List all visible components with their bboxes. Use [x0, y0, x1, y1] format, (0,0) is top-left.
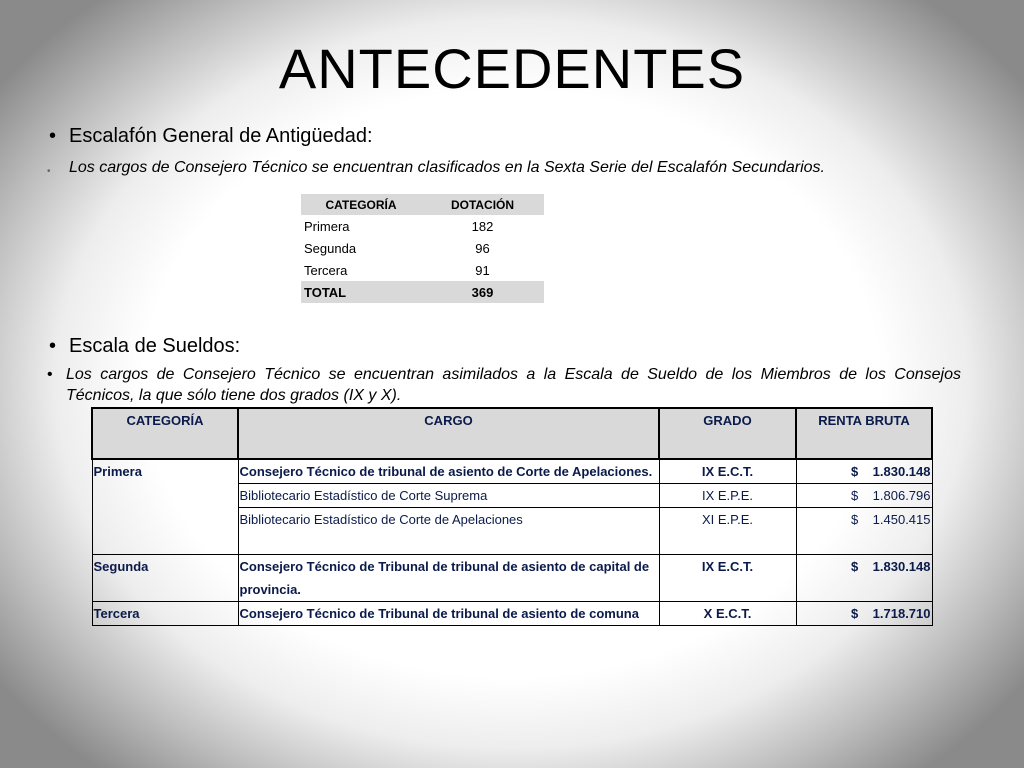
bullet-escala	[49, 335, 241, 358]
table-row	[92, 602, 932, 626]
table-row	[301, 259, 544, 281]
column-header: RENTA BRUTA	[796, 408, 932, 459]
cargo-cell: Bibliotecario Estadístico de Corte de Apelaciones	[238, 508, 659, 555]
sub-bullet-escala	[47, 364, 961, 406]
cargo-cell: Consejero Técnico de Tribunal de tribunal de asiento de comuna	[238, 602, 659, 626]
dotacion-table	[301, 194, 544, 303]
table-cell: 96	[475, 240, 490, 256]
cargo-cell: Consejero Técnico de tribunal de asiento de Corte de Apelaciones.	[238, 459, 659, 484]
table-row	[301, 237, 544, 259]
grado-cell: IX E.C.T.	[659, 555, 796, 602]
grado-cell: IX E.C.T.	[659, 459, 796, 484]
grado-cell: X E.C.T.	[659, 602, 796, 626]
column-header: CATEGORÍA	[92, 408, 238, 459]
table-cell: 369	[421, 281, 544, 303]
table-cell: Primera	[304, 218, 350, 234]
category-cell: Segunda	[92, 555, 238, 602]
sueldos-table	[91, 407, 933, 626]
column-header: GRADO	[659, 408, 796, 459]
cargo-cell: Consejero Técnico de Tribunal de tribunal de asiento de capital de provincia.	[238, 555, 659, 602]
renta-cell: $ 1.450.415	[796, 508, 932, 555]
renta-cell: $ 1.830.148	[796, 555, 932, 602]
table-row	[92, 459, 932, 484]
category-cell: Tercera	[92, 602, 238, 626]
grado-cell: IX E.P.E.	[659, 484, 796, 508]
column-header: CATEGORÍA	[301, 194, 421, 215]
slide-title: ANTECEDENTES	[278, 37, 746, 100]
table-header-row	[301, 194, 544, 215]
table-total-row	[301, 281, 544, 303]
sub-bullet-text: Los cargos de Consejero Técnico se encuentran clasificados en la Sexta Serie del Escalafón Secundarios.	[69, 159, 825, 176]
bullet-dot-icon: •	[49, 335, 57, 357]
table-cell: Segunda	[304, 240, 357, 256]
renta-cell: $ 1.718.710	[796, 602, 932, 626]
table-cell: TOTAL	[301, 281, 421, 303]
table-header-row	[92, 408, 932, 459]
table-cell: 91	[475, 262, 490, 278]
grado-cell: XI E.P.E.	[659, 508, 796, 555]
category-cell: Primera	[92, 459, 238, 555]
column-header: DOTACIÓN	[421, 194, 544, 215]
bullet-dot-icon: •	[47, 366, 53, 383]
bullet-heading: Escalafón General de Antigüedad:	[69, 125, 373, 147]
table-cell: Tercera	[304, 262, 348, 278]
table-row	[92, 555, 932, 602]
renta-cell: $ 1.830.148	[796, 459, 932, 484]
bullet-dot-icon: •	[49, 125, 57, 147]
bullet-heading: Escala de Sueldos:	[69, 335, 241, 357]
table-row	[301, 215, 544, 237]
sub-bullet-escalafon	[47, 157, 969, 178]
sub-bullet-text: Los cargos de Consejero Técnico se encuentran asimilados a la Escala de Sueldo de los Miembros de los Consejos Técnicos, la que sólo tiene dos grados (IX y X).	[66, 366, 961, 404]
table-cell: 182	[471, 218, 494, 234]
bullet-escalafon	[49, 125, 373, 148]
column-header: CARGO	[238, 408, 659, 459]
cargo-cell: Bibliotecario Estadístico de Corte Suprema	[238, 484, 659, 508]
renta-cell: $ 1.806.796	[796, 484, 932, 508]
bullet-dot-icon: •	[47, 166, 51, 177]
